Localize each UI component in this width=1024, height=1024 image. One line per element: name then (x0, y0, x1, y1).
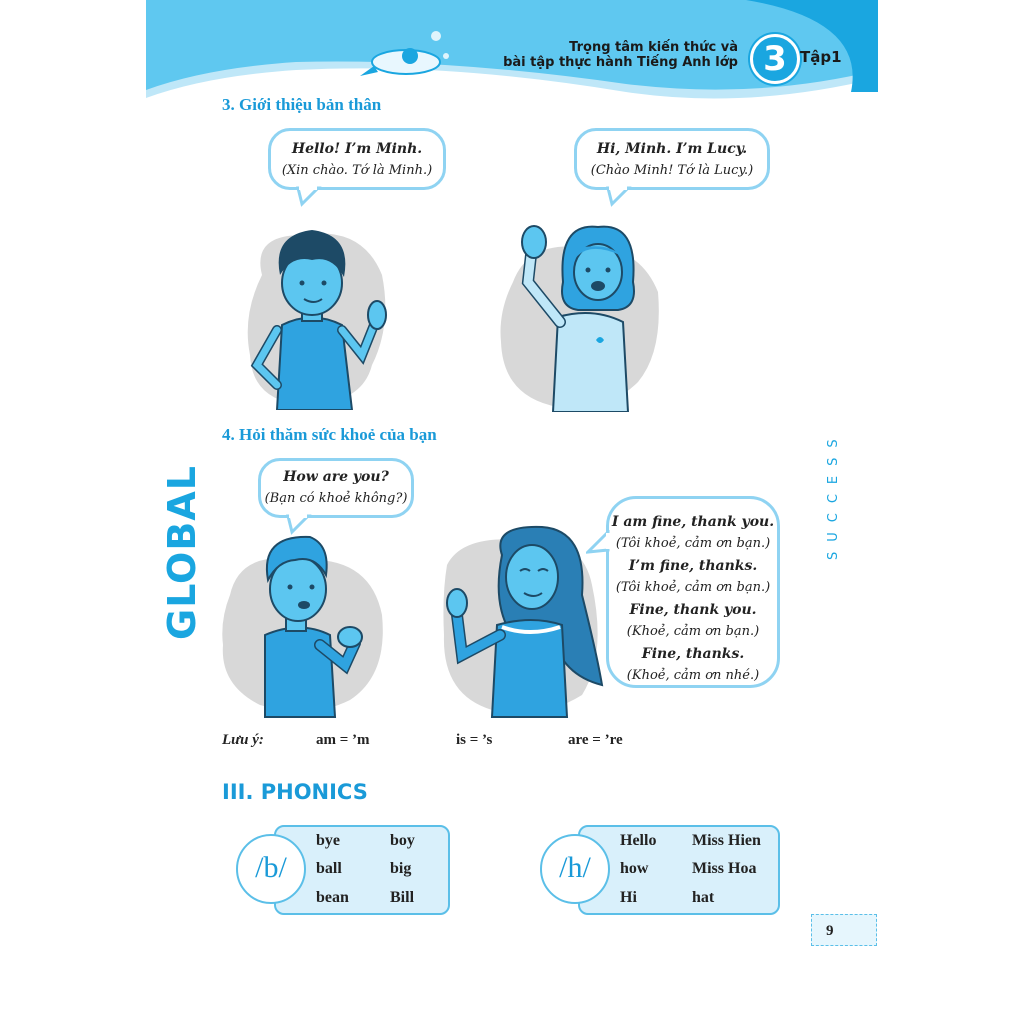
bubble-tail (606, 186, 632, 208)
phonics-word: Miss Hien (692, 832, 761, 849)
phonics-word: how (620, 860, 649, 877)
speech-bubble-minh: Hello! I’m Minh. (Xin chào. Tớ là Minh.) (268, 128, 446, 190)
boy-minh-illustration (242, 215, 402, 410)
phonics-word: boy (390, 832, 415, 849)
phonics-word: Bill (390, 889, 415, 906)
phonics-word: bye (316, 832, 340, 849)
phonics-word: big (390, 860, 412, 877)
page-number: 9 (811, 914, 877, 946)
girl-lucy-illustration (498, 222, 663, 412)
note-are: are = ’re (568, 732, 623, 748)
bubble-tail (296, 186, 322, 208)
phonics-word: ball (316, 860, 342, 877)
book-page (146, 0, 878, 1024)
boy-asking-illustration (220, 525, 390, 720)
phonics-word: bean (316, 889, 349, 906)
girl-answering-illustration (442, 525, 612, 720)
phonics-word: Hello (620, 832, 657, 849)
speech-bubble-lucy: Hi, Minh. I’m Lucy. (Chào Minh! Tớ là Lucy.) (574, 128, 770, 190)
section-title-intro: 3. Giới thiệu bản thân (222, 95, 382, 114)
phonics-title: III. PHONICS (222, 780, 368, 804)
phonics-word: Miss Hoa (692, 860, 757, 877)
section-title-health: 4. Hỏi thăm sức khoẻ của bạn (222, 425, 437, 444)
brand-success-text: SUCCESS (826, 429, 841, 560)
note-is: is = ’s (456, 732, 493, 748)
phonics-word: hat (692, 889, 715, 906)
note-label: Lưu ý: (222, 732, 264, 748)
phonics-h-sound: /h/ (540, 834, 610, 904)
speech-bubble-how-are-you: How are you? (Bạn có khoẻ không?) (258, 458, 414, 518)
volume-label: Tập1 (800, 48, 842, 66)
phonics-word: Hi (620, 889, 637, 906)
speech-bubble-fine-answers: I am fine, thank you. (Tôi khoẻ, cảm ơn bạn.) I’m fine, thanks. (Tôi khoẻ, cảm ơn bạn.) Fine, thank you. (Khoẻ, cảm ơn bạn.) Fine, thanks. (Khoẻ, cảm ơn nhé.) (606, 496, 780, 688)
brand-global-logo: GLOBAL (160, 465, 204, 640)
book-title: Trọng tâm kiến thức và bài tập thực hành Tiếng Anh lớp (503, 40, 738, 70)
note-am: am = ’m (316, 732, 370, 748)
phonics-b-sound: /b/ (236, 834, 306, 904)
grade-badge: 3 (750, 34, 800, 84)
